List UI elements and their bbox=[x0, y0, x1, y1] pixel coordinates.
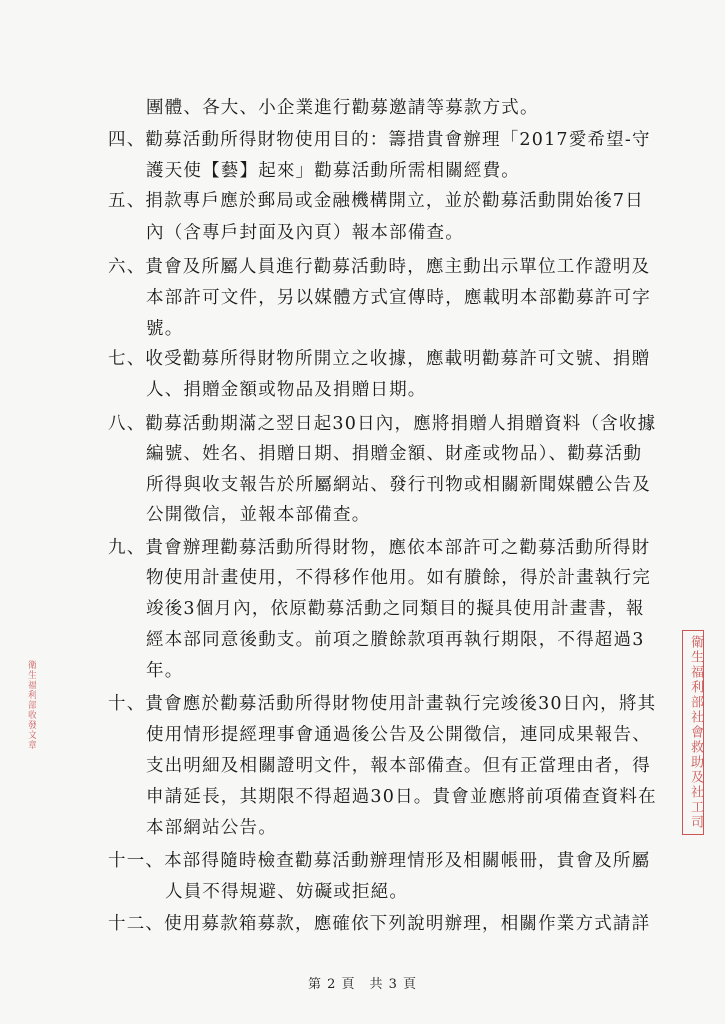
text-line: 五、捐款專戶應於郵局或金融機構開立，並於勸募活動開始後7日 bbox=[108, 191, 644, 211]
text-line: 六、貴會及所屬人員進行勸募活動時，應主動出示單位工作證明及 bbox=[108, 257, 651, 277]
text-line: 號。 bbox=[146, 319, 184, 339]
text-line: 十一、本部得隨時檢查勸募活動辦理情形及相關帳冊，貴會及所屬 bbox=[108, 851, 651, 871]
text-line: 所得與收支報告於所屬網站、發行刊物或相關新聞媒體公告及 bbox=[146, 475, 651, 495]
text-line: 護天使【藝】起來」勸募活動所需相關經費。 bbox=[146, 161, 520, 181]
text-line: 公開徵信，並報本部備查。 bbox=[146, 505, 371, 525]
text-line: 人員不得規避、妨礙或拒絕。 bbox=[165, 882, 409, 902]
text-line: 七、收受勸募所得財物所開立之收據，應載明勸募許可文號、捐贈 bbox=[108, 349, 651, 369]
text-line: 支出明細及相關證明文件，報本部備查。但有正當理由者，得 bbox=[146, 756, 651, 776]
text-line: 編號、姓名、捐贈日期、捐贈金額、財產或物品）、勸募活動 bbox=[146, 444, 643, 464]
text-line: 使用情形提經理事會通過後公告及公開徵信，連同成果報告、 bbox=[146, 725, 651, 745]
text-line: 團體、各大、小企業進行勸募邀請等募款方式。 bbox=[146, 98, 539, 118]
text-line: 物使用計畫使用，不得移作他用。如有賸餘，得於計畫執行完 bbox=[146, 568, 651, 588]
side-stamp: 衛生福利部收發文章 bbox=[24, 660, 36, 790]
text-line: 申請延長，其期限不得超過30日。貴會並應將前項備查資料在 bbox=[146, 787, 657, 807]
text-line: 人、捐贈金額或物品及捐贈日期。 bbox=[146, 380, 427, 400]
red-seal-stamp: 衛生福利部社會救助及社工司 bbox=[682, 630, 704, 835]
text-line: 本部網站公告。 bbox=[146, 818, 277, 838]
text-line: 本部許可文件，另以媒體方式宣傳時，應載明本部勸募許可字 bbox=[146, 288, 651, 308]
text-line: 竣後3個月內，依原勸募活動之同類目的擬具使用計畫書，報 bbox=[146, 599, 645, 619]
page-footer: 第 2 頁 共 3 頁 bbox=[307, 977, 418, 992]
text-line: 年。 bbox=[146, 661, 184, 681]
text-line: 九、貴會辦理勸募活動所得財物，應依本部許可之勸募活動所得財 bbox=[108, 538, 651, 558]
text-line: 八、勸募活動期滿之翌日起30日內，應將捐贈人捐贈資料（含收據 bbox=[108, 414, 657, 434]
text-line: 內（含專戶封面及內頁）報本部備查。 bbox=[146, 223, 464, 243]
text-line: 經本部同意後動支。前項之賸餘款項再執行期限，不得超過3 bbox=[146, 630, 645, 650]
text-line: 十、貴會應於勸募活動所得財物使用計畫執行完竣後30日內，將其 bbox=[108, 694, 657, 714]
text-line: 四、勸募活動所得財物使用目的：籌措貴會辦理「2017愛希望-守 bbox=[108, 130, 651, 150]
text-line: 十二、使用募款箱募款，應確依下列說明辦理，相關作業方式請詳 bbox=[108, 914, 651, 934]
